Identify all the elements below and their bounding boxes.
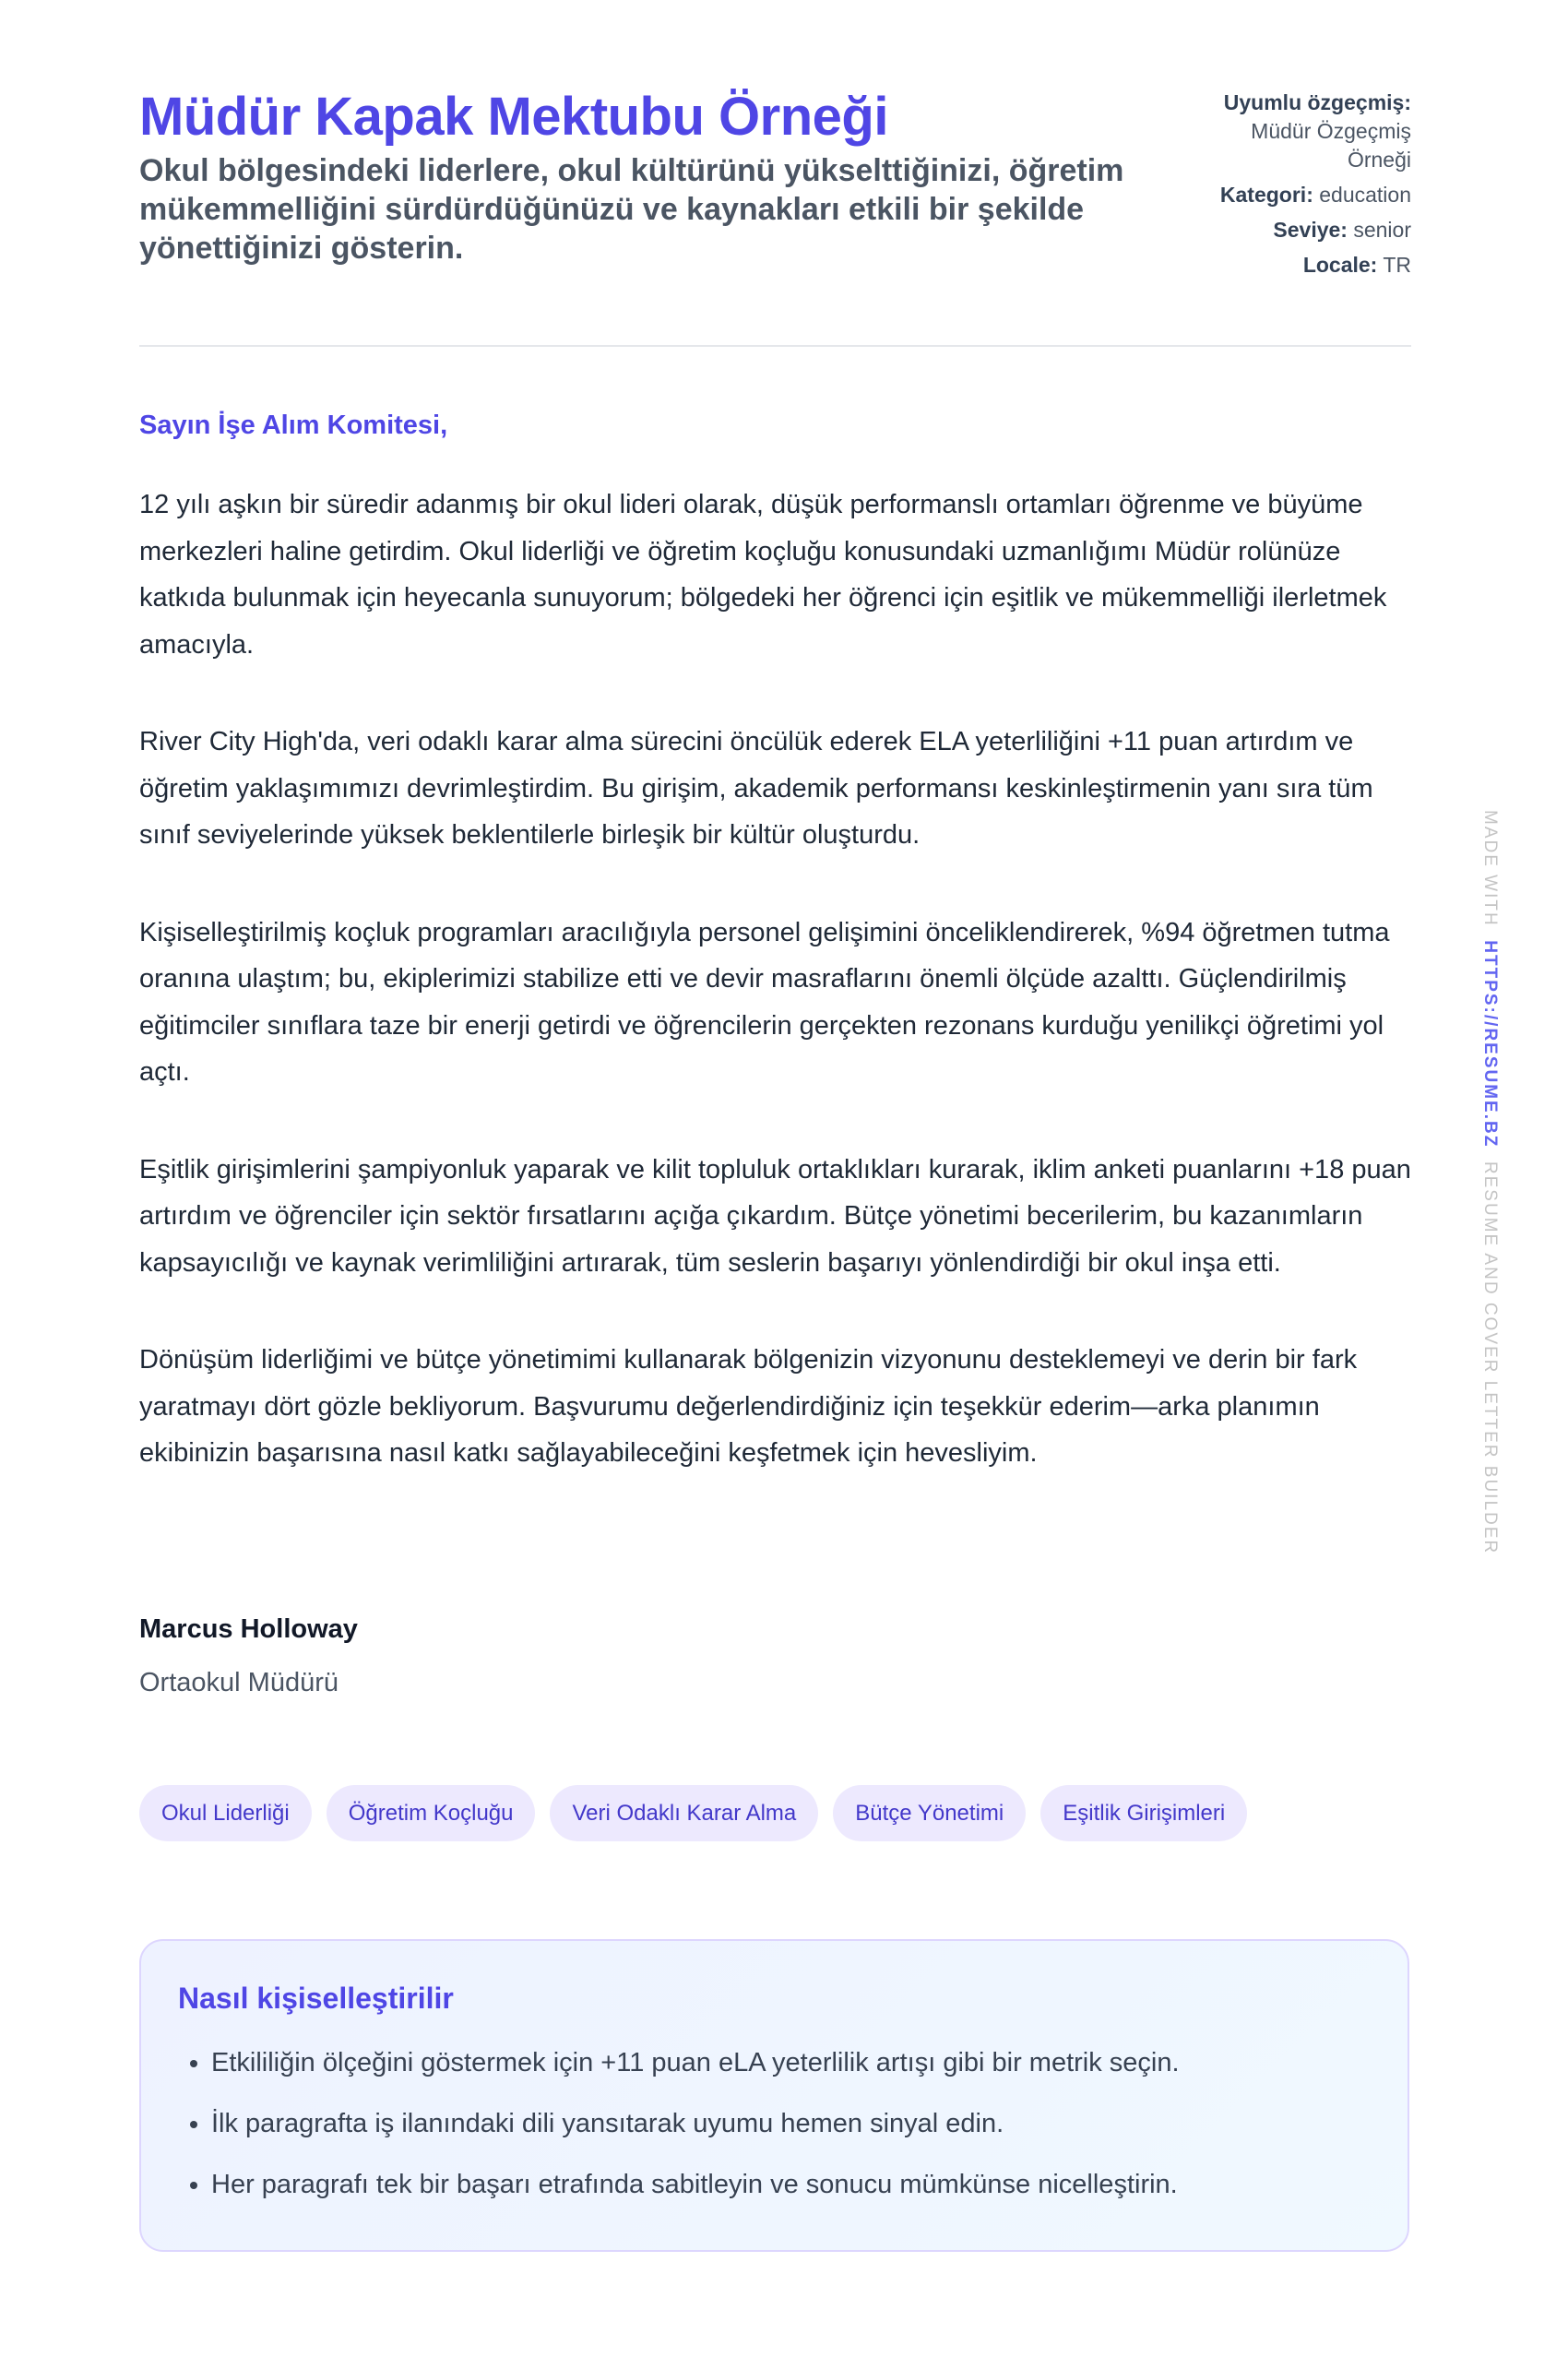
meta-label: Seviye: [1273,218,1348,242]
skill-tag: Okul Liderliği [139,1785,312,1841]
letter-paragraph: River City High'da, veri odaklı karar alma sürecini öncülük ederek ELA yeterliliğini +11 puan artırdım ve öğretim yaklaşımımızı devrimleştirdim. Bu girişim, akademik performansı keskinleştirmenin yanı sıra tüm sınıf seviyelerinde yüksek beklentilerle birleşik bir kültür oluşturdu. [139,727,1373,850]
skill-tags [139,1785,1247,1841]
meta-level [1190,216,1411,244]
meta-compatible-resume [1190,89,1411,174]
watermark [1468,810,1502,1553]
signature-title: Ortaokul Müdürü [139,1668,339,1697]
header [139,0,1411,347]
letter-paragraph: Dönüşüm liderliğimi ve bütçe yönetimimi kullanarak bölgenizin vizyonunu desteklemeyi ve derin bir fark yaratmayı dört gözle bekliyorum. Başvurumu değerlendirdiğiniz için teşekkür ederim—arka planımın ekibinizin başarısına nasıl katkı sağlayabileceğini keşfetmek için hevesliyim. [139,1345,1358,1468]
letter-paragraph: Eşitlik girişimlerini şampiyonluk yaparak ve kilit topluluk ortaklıkları kurarak, iklim anketi puanlarını +18 puan artırdım ve öğrenciler için sektör fırsatlarını açığa çıkardım. Bütçe yönetimi becerilerim, bu kazanımların kapsayıcılığı ve kaynak verimliliğini artırarak, tüm seslerin başarıyı yönlendirdiği bir okul inşa etti. [139,1154,1411,1278]
tips-list [178,2043,1371,2204]
tip-item: • İlk paragrafta iş ilanındaki dili yansıtarak uyumu hemen sinyal edin. [211,2104,1371,2143]
signature-name: Marcus Holloway [139,1614,358,1644]
meta-value: senior [1353,218,1411,242]
watermark-suffix: RESUME AND COVER LETTER BUILDER [1480,1161,1500,1555]
meta-label: Locale: [1302,253,1378,277]
meta-value: education [1319,183,1411,207]
meta-label: Kategori: [1219,183,1313,207]
personalization-tips [139,1939,1409,2252]
skill-tag: Veri Odaklı Karar Alma [550,1785,818,1841]
letter-paragraph: 12 yılı aşkın bir süredir adanmış bir okul lideri olarak, düşük performanslı ortamları öğrenme ve büyüme merkezleri haline getirdim. Okul liderliği ve öğretim koçluğu konusundaki uzmanlığımı Müdür rolünüze katkıda bulunmak için heyecanla sunuyorum; bölgedeki her öğrenci için eşitlik ve mükemmelliği ilerletmek amacıyla. [139,490,1387,660]
letter-paragraph: Kişiselleştirilmiş koçluk programları aracılığıyla personel gelişimini önceliklendirerek, %94 öğretmen tutma oranına ulaştım; bu, ekiplerimizi stabilize etti ve devir masraflarını önemli ölçüde azalttı. Güçlendirilmiş eğitimciler sınıflara taze bir enerji getirdi ve öğrencilerin gerçekten rezonans kurduğu yenilikçi öğretimi yol açtı. [139,917,1390,1087]
letter-greeting: Sayın İşe Alım Komitesi, [139,411,448,440]
skill-tag: Bütçe Yönetimi [833,1785,1026,1841]
watermark-prefix: MADE WITH [1480,810,1500,927]
page-subtitle: Okul bölgesindeki liderlere, okul kültürünü yükselttiğinizi, öğretim mükemmelliğini sürdürdüğünüzü ve kaynakları etkili bir şekilde yönettiğinizi gösterin. [139,153,1124,266]
meta-info [1190,89,1411,286]
skill-tag: Öğretim Koçluğu [327,1785,536,1841]
tip-item: • Her paragrafı tek bir başarı etrafında sabitleyin ve sonucu mümkünse nicelleştirin. [211,2165,1371,2204]
meta-locale [1190,251,1411,280]
page-title: Müdür Kapak Mektubu Örneği [139,87,888,147]
meta-value[interactable]: Müdür Özgeçmiş Örneği [1251,119,1411,172]
cover-letter-page [139,0,1411,2199]
tip-item: • Etkililiğin ölçeğini göstermek için +11 puan eLA yeterlilik artışı gibi bir metrik seçin. [211,2043,1371,2082]
meta-value: TR [1383,253,1411,277]
meta-label: Uyumlu özgeçmiş: [1223,90,1411,114]
tips-title: Nasıl kişiselleştirilir [178,1982,454,2015]
watermark-link[interactable]: HTTPS://RESUME.BZ [1480,940,1500,1149]
letter-body [139,482,1411,1528]
skill-tag: Eşitlik Girişimleri [1040,1785,1247,1841]
meta-category [1190,181,1411,209]
